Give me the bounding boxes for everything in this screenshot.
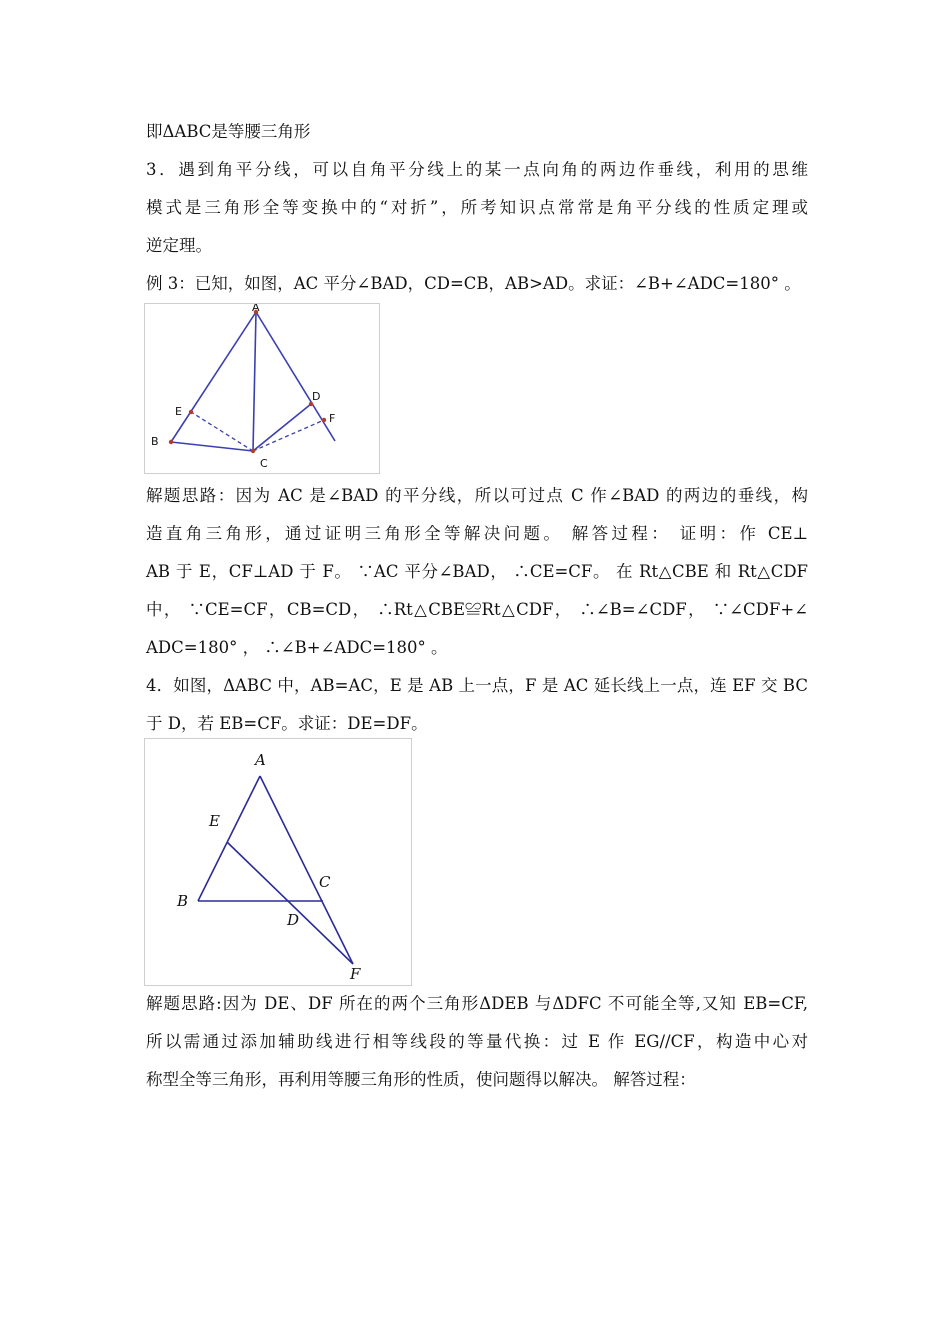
text-line-5: 例 3：已知，如图，AC 平分∠BAD，CD=CB，AB>AD。求证：∠B+∠ADC=180° 。 bbox=[146, 274, 801, 293]
point-e bbox=[189, 410, 193, 414]
point-b bbox=[169, 440, 173, 444]
text-line-13: 解题思路:因为 DE、DF 所在的两个三角形ΔDEB 与ΔDFC 不可能全等,又知 EB=CF, bbox=[146, 994, 808, 1013]
text-line-3: 模式是三角形全等变换中的“对折”，所考知识点常常是角平分线的性质定理或 bbox=[146, 198, 808, 217]
text-line-2: 3．遇到角平分线，可以自角平分线上的某一点向角的两边作垂线，利用的思维 bbox=[146, 160, 808, 179]
segment-cf-dashed bbox=[253, 420, 324, 451]
text-line-8: AB 于 E，CF⊥AD 于 F。 ∵AC 平分∠BAD， ∴CE=CF。 在 Rt△CBE 和 Rt△CDF bbox=[146, 562, 808, 581]
point-c bbox=[251, 449, 255, 453]
label-c: C bbox=[260, 457, 268, 470]
label-b: B bbox=[151, 435, 159, 448]
label-c: C bbox=[319, 873, 331, 891]
segment-ef bbox=[227, 842, 353, 964]
figure-2-diagram bbox=[145, 739, 411, 985]
label-e: E bbox=[175, 405, 182, 418]
point-f bbox=[322, 418, 326, 422]
label-a: A bbox=[255, 751, 266, 769]
segment-ab bbox=[198, 776, 260, 901]
label-d: D bbox=[287, 911, 300, 929]
segment-ac bbox=[253, 312, 256, 451]
label-f: F bbox=[329, 412, 336, 425]
text-line-12: 于 D，若 EB=CF。求证：DE=DF。 bbox=[146, 714, 428, 733]
text-line-15: 称型全等三角形，再利用等腰三角形的性质，使问题得以解决。 解答过程： bbox=[146, 1070, 696, 1089]
label-b: B bbox=[177, 892, 189, 910]
text-line-7: 造直角三角形，通过证明三角形全等解决问题。 解答过程： 证明：作 CE⊥ bbox=[146, 524, 808, 543]
text-line-14: 所以需通过添加辅助线进行相等线段的等量代换：过 E 作 EG//CF，构造中心对 bbox=[146, 1032, 808, 1051]
label-d: D bbox=[312, 390, 321, 403]
text-line-6: 解题思路：因为 AC 是∠BAD 的平分线，所以可过点 C 作∠BAD 的两边的垂线，构 bbox=[146, 486, 808, 505]
label-f: F bbox=[350, 965, 361, 983]
figure-1 bbox=[144, 303, 380, 474]
text-line-10: ADC=180° ， ∴∠B+∠ADC=180° 。 bbox=[146, 638, 448, 657]
text-line-4: 逆定理。 bbox=[146, 236, 212, 255]
segment-af bbox=[260, 776, 353, 964]
segment-ab bbox=[171, 312, 256, 442]
text-line-1: 即ΔABC是等腰三角形 bbox=[146, 122, 311, 141]
figure-1-diagram bbox=[145, 304, 379, 473]
label-e: E bbox=[209, 812, 220, 830]
figure-2 bbox=[144, 738, 412, 986]
text-line-11: 4．如图，ΔABC 中，AB=AC，E 是 AB 上一点，F 是 AC 延长线上一点，连 EF 交 BC bbox=[146, 676, 808, 695]
text-line-9: 中， ∵CE=CF，CB=CD， ∴Rt△CBE≌Rt△CDF， ∴∠B=∠CDF， ∵∠CDF+∠ bbox=[146, 600, 808, 619]
label-a: A bbox=[252, 304, 260, 314]
segment-cd bbox=[253, 404, 311, 451]
